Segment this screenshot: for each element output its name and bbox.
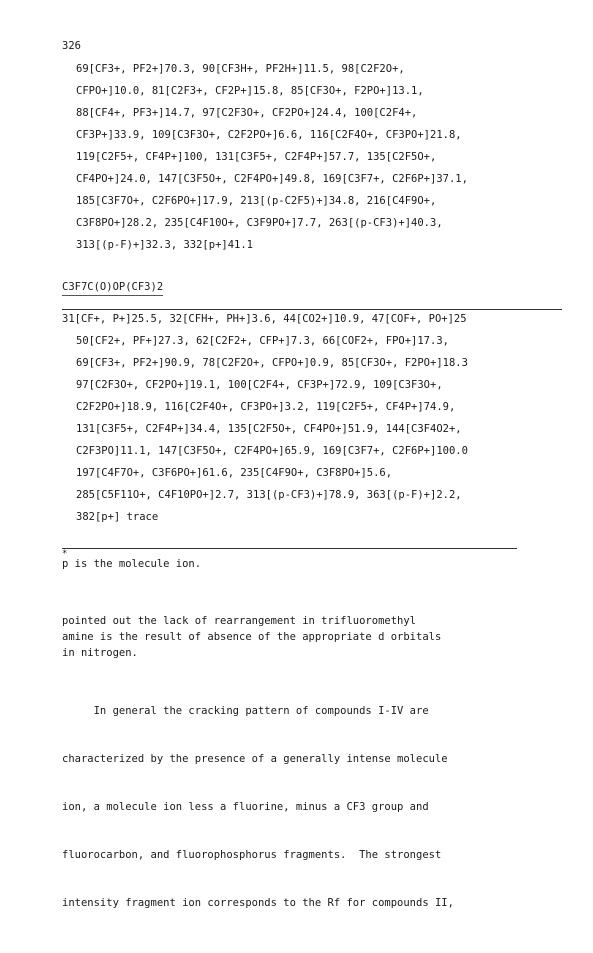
spectrum-line: C3F8PO+]28.2, 235[C4F10O+, C3F9PO+]7.7, 263[(p-CF3)+]40.3, bbox=[76, 217, 443, 229]
spectrum-line: 31[CF+, P+]25.5, 32[CFH+, PH+]3.6, 44[CO2+]10.9, 47[COF+, PO+]25 bbox=[62, 313, 467, 325]
table-rule-bottom bbox=[62, 548, 517, 549]
spectrum-line: 185[C3F7O+, C2F6PO+]17.9, 213[(p-C2F5)+]34.8, 216[C4F9O+, bbox=[76, 195, 437, 207]
spectrum-line: 97[C2F3O+, CF2PO+]19.1, 100[C2F4+, CF3P+]72.9, 109[C3F3O+, bbox=[76, 379, 443, 391]
text-line: amine is the result of absence of the appropriate d orbitals bbox=[62, 631, 442, 643]
footnote-text: p is the molecule ion. bbox=[62, 558, 202, 570]
text-line: pointed out the lack of rearrangement in trifluoromethyl bbox=[62, 615, 417, 627]
spectrum-line: CF3P+]33.9, 109[C3F3O+, C2F2PO+]6.6, 116[C2F4O+, CF3PO+]21.8, bbox=[76, 129, 462, 141]
text-line: In general the cracking pattern of compounds I-IV are bbox=[62, 705, 429, 717]
spectrum-line: CFPO+]10.0, 81[C2F3+, CF2P+]15.8, 85[CF3O+, F2PO+]13.1, bbox=[76, 85, 424, 97]
body-text bbox=[62, 613, 542, 953]
text-line: characterized by the presence of a generally intense molecule bbox=[62, 753, 448, 765]
spectrum-line: 382[p+] trace bbox=[76, 511, 159, 523]
spectrum-line: CF4PO+]24.0, 147[C3F5O+, C2F4PO+]49.8, 169[C3F7+, C2F6P+]37.1, bbox=[76, 173, 468, 185]
spectrum-line: 285[C5F11O+, C4F10PO+]2.7, 313[(p-CF3)+]78.9, 363[(p-F)+]2.2, bbox=[76, 489, 462, 501]
text-line: in nitrogen. bbox=[62, 647, 138, 659]
spectrum-line: C2F2PO+]18.9, 116[C2F4O+, CF3PO+]3.2, 119[C2F5+, CF4P+]74.9, bbox=[76, 401, 456, 413]
spectrum-line: 313[(p-F)+]32.3, 332[p+]41.1 bbox=[76, 239, 254, 251]
spectrum-line: 119[C2F5+, CF4P+]100, 131[C3F5+, C2F4P+]57.7, 135[C2F5O+, bbox=[76, 151, 437, 163]
mass-spectrum-list-2 bbox=[62, 308, 582, 528]
footnote-mark: * bbox=[62, 549, 68, 559]
paragraph bbox=[62, 671, 542, 943]
spectrum-line: 88[CF4+, PF3+]14.7, 97[C2F3O+, CF2PO+]24.4, 100[C2F4+, bbox=[76, 107, 418, 119]
paragraph bbox=[62, 613, 542, 661]
spectrum-line: 131[C3F5+, C2F4P+]34.4, 135[C2F5O+, CF4PO+]51.9, 144[C3F4O2+, bbox=[76, 423, 462, 435]
spectrum-line: 69[CF3+, PF2+]70.3, 90[CF3H+, PF2H+]11.5, 98[C2F2O+, bbox=[76, 63, 405, 75]
page-number: 326 bbox=[62, 40, 81, 52]
text-line: ion, a molecule ion less a fluorine, minus a CF3 group and bbox=[62, 801, 429, 813]
spectrum-line: C2F3PO]11.1, 147[C3F5O+, C2F4PO+]65.9, 169[C3F7+, C2F6P+]100.0 bbox=[76, 445, 468, 457]
text-line: fluorocarbon, and fluorophosphorus fragments. The strongest bbox=[62, 849, 442, 861]
mass-spectrum-list-1 bbox=[76, 58, 576, 256]
spectrum-line: 69[CF3+, PF2+]90.9, 78[C2F2O+, CFPO+]0.9, 85[CF3O+, F2PO+]18.3 bbox=[76, 357, 468, 369]
footnote bbox=[62, 551, 201, 571]
spectrum-line: 50[CF2+, PF+]27.3, 62[C2F2+, CFP+]7.3, 66[COF2+, FPO+]17.3, bbox=[76, 335, 449, 347]
text-line: intensity fragment ion corresponds to the Rf for compounds II, bbox=[62, 897, 454, 909]
spectrum-line: 197[C4F7O+, C3F6PO+]61.6, 235[C4F9O+, C3F8PO+]5.6, bbox=[76, 467, 393, 479]
compound-heading: C3F7C(O)OP(CF3)2 bbox=[62, 281, 163, 296]
